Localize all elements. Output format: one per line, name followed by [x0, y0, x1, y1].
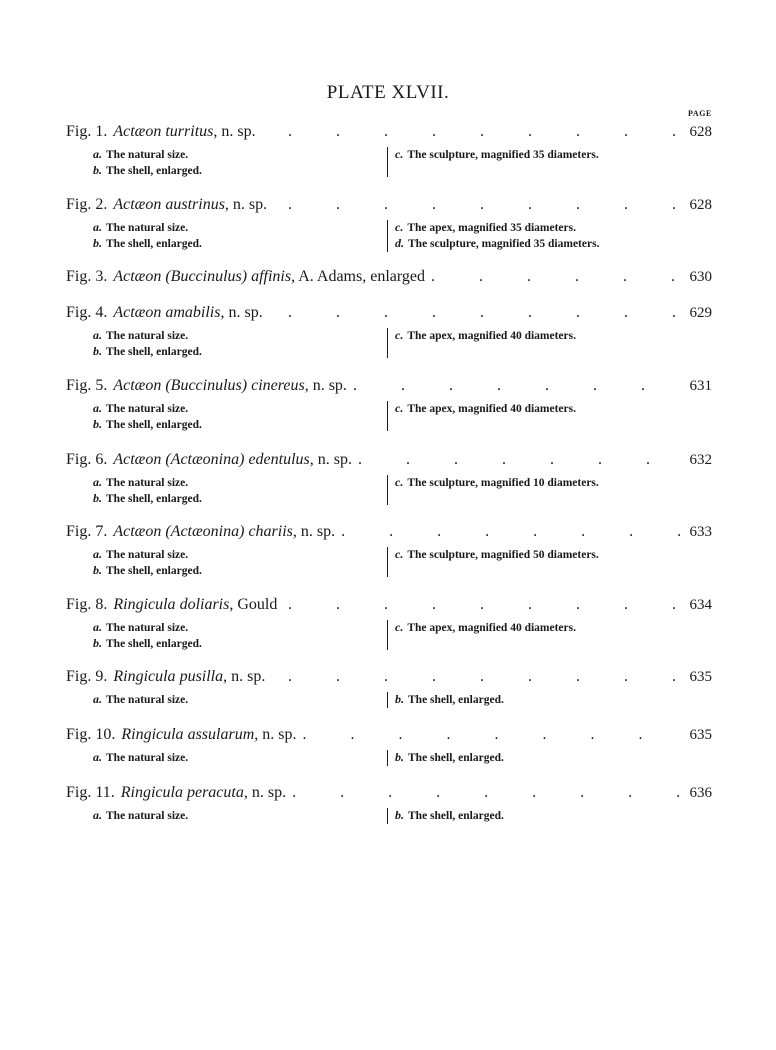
- figure-notes-left: [93, 750, 188, 766]
- note-text: The shell, enlarged.: [106, 346, 202, 358]
- figure-species-name: [113, 123, 255, 141]
- figure-label: Fig. 8.: [66, 596, 108, 613]
- figure-note: [93, 163, 202, 179]
- note-text: The sculpture, magnified 35 diameters.: [407, 149, 599, 161]
- page-number: 635: [689, 727, 712, 743]
- figure-note: [93, 220, 202, 236]
- figure-species-name: [113, 268, 425, 286]
- authority-note: , n. sp.: [224, 196, 268, 213]
- dot-leader: [265, 668, 682, 686]
- figure-entry: [0, 668, 776, 728]
- figure-note: [395, 236, 599, 252]
- figure-note: [395, 147, 599, 163]
- dot-leader: [352, 451, 682, 469]
- note-text: The shell, enlarged.: [106, 565, 202, 577]
- figure-notes-left: [93, 328, 202, 360]
- dot-leader: [277, 596, 682, 614]
- genus-name: Ringicula: [113, 668, 176, 685]
- figure-notes-right: [387, 692, 504, 708]
- figure-label: Fig. 1.: [66, 123, 108, 140]
- figure-note: [395, 328, 576, 344]
- genus-name: Ringicula: [120, 784, 183, 801]
- figure-heading: [66, 123, 712, 141]
- figure-note: [93, 401, 202, 417]
- note-letter: c.: [395, 220, 404, 234]
- figure-notes-right: [387, 220, 599, 252]
- figure-notes-right: [387, 147, 599, 177]
- figure-notes-left: [93, 147, 202, 179]
- note-text: The natural size.: [106, 694, 189, 706]
- dot-leader: [256, 123, 682, 141]
- note-letter: a.: [93, 620, 102, 634]
- note-letter: c.: [395, 475, 404, 489]
- figure-heading: [66, 523, 712, 541]
- figure-entry: [0, 451, 776, 511]
- note-letter: b.: [93, 417, 102, 431]
- figure-notes-right: [387, 750, 504, 766]
- figure-note: [93, 563, 202, 579]
- figure-label: Fig. 11.: [66, 784, 115, 801]
- dot-leader: [347, 377, 682, 395]
- authority-note: , n. sp.: [254, 726, 297, 743]
- figure-heading: [66, 268, 712, 286]
- authority-note: , n. sp.: [309, 451, 352, 468]
- figure-entry: [0, 377, 776, 437]
- note-letter: b.: [93, 163, 102, 177]
- dot-leader: [286, 784, 682, 802]
- authority-note: , n. sp.: [304, 377, 347, 394]
- page-number: 628: [689, 124, 712, 140]
- note-letter: b.: [395, 692, 404, 706]
- note-letter: d.: [395, 236, 404, 250]
- dot-leader: [267, 196, 682, 214]
- note-letter: a.: [93, 692, 102, 706]
- figure-notes-left: [93, 220, 202, 252]
- page-number: 633: [689, 524, 712, 540]
- figure-notes-left: [93, 808, 188, 824]
- authority-note: , A. Adams, enlarged: [291, 268, 426, 285]
- species-epithet: cinereus: [251, 377, 305, 394]
- figure-notes-left: [93, 692, 188, 708]
- figure-entry: [0, 596, 776, 656]
- note-letter: b.: [93, 563, 102, 577]
- figure-note: [93, 328, 202, 344]
- figure-heading: [66, 451, 712, 469]
- figure-species-name: [121, 784, 286, 802]
- figure-species-name: [113, 596, 277, 614]
- note-text: The sculpture, magnified 10 diameters.: [407, 477, 599, 489]
- note-text: The shell, enlarged.: [106, 493, 202, 505]
- note-letter: c.: [395, 620, 404, 634]
- note-letter: b.: [93, 491, 102, 505]
- note-letter: a.: [93, 328, 102, 342]
- note-text: The natural size.: [106, 477, 189, 489]
- figure-species-name: [113, 668, 265, 686]
- figure-notes-right: [387, 808, 504, 824]
- dot-leader: [263, 304, 682, 322]
- note-text: The natural size.: [106, 149, 189, 161]
- figure-species-name: [113, 523, 335, 541]
- page-number: 634: [689, 597, 712, 613]
- note-text: The apex, magnified 40 diameters.: [407, 403, 576, 415]
- page-number: 631: [689, 378, 712, 394]
- figure-note: [93, 750, 188, 766]
- figure-note: [395, 808, 504, 824]
- figure-notes-right: [387, 328, 576, 358]
- figure-species-name: [121, 726, 296, 744]
- note-text: The natural size.: [106, 330, 189, 342]
- subgenus-name: (Buccinulus): [165, 268, 248, 285]
- figure-note: [93, 147, 202, 163]
- dot-leader: [425, 268, 682, 286]
- genus-name: Actæon: [113, 123, 162, 140]
- figure-notes-left: [93, 475, 202, 507]
- note-text: The natural size.: [106, 549, 189, 561]
- figure-label: Fig. 6.: [66, 451, 108, 468]
- note-letter: c.: [395, 328, 404, 342]
- authority-note: , n. sp.: [243, 784, 287, 801]
- figure-entry: [0, 196, 776, 256]
- note-text: The natural size.: [106, 810, 189, 822]
- figure-entry: [0, 123, 776, 183]
- figure-note: [395, 220, 599, 236]
- figure-species-name: [113, 196, 267, 214]
- figure-note: [93, 692, 188, 708]
- note-letter: a.: [93, 547, 102, 561]
- species-epithet: turritus: [165, 123, 214, 140]
- plate-title: PLATE XLVII.: [326, 82, 450, 103]
- figure-note: [93, 236, 202, 252]
- figure-label: Fig. 2.: [66, 196, 108, 213]
- subgenus-name: (Actæonina): [165, 523, 245, 540]
- figure-species-name: [113, 377, 347, 395]
- figure-note: [93, 475, 202, 491]
- figure-heading: [66, 726, 712, 744]
- note-letter: a.: [93, 401, 102, 415]
- figure-heading: [66, 784, 712, 802]
- note-text: The apex, magnified 40 diameters.: [407, 330, 576, 342]
- genus-name: Ringicula: [121, 726, 184, 743]
- species-epithet: pusilla: [179, 668, 224, 685]
- figure-heading: [66, 304, 712, 322]
- figure-heading: [66, 596, 712, 614]
- figure-note: [93, 636, 202, 652]
- figure-species-name: [113, 304, 262, 322]
- genus-name: Actæon: [113, 304, 162, 321]
- page-number: 628: [689, 197, 712, 213]
- note-text: The apex, magnified 35 diameters.: [407, 222, 576, 234]
- authority-note: , n. sp.: [220, 304, 263, 321]
- figure-note: [395, 750, 504, 766]
- genus-name: Actæon: [113, 196, 162, 213]
- note-text: The natural size.: [106, 622, 189, 634]
- page-number: 630: [689, 269, 712, 285]
- figure-note: [395, 692, 504, 708]
- note-letter: c.: [395, 147, 404, 161]
- authority-note: , n. sp.: [292, 523, 336, 540]
- note-letter: a.: [93, 475, 102, 489]
- figure-notes-left: [93, 547, 202, 579]
- figure-label: Fig. 5.: [66, 377, 108, 394]
- species-epithet: peracuta: [186, 784, 244, 801]
- note-letter: b.: [395, 808, 404, 822]
- figure-notes-right: [387, 620, 576, 650]
- figure-label: Fig. 9.: [66, 668, 108, 685]
- figure-note: [395, 547, 599, 563]
- figure-notes-right: [387, 475, 599, 505]
- genus-name: Actæon: [113, 451, 162, 468]
- figure-note: [93, 417, 202, 433]
- note-letter: b.: [93, 636, 102, 650]
- dot-leader: [296, 726, 682, 744]
- figure-heading: [66, 377, 712, 395]
- page-number: 636: [689, 785, 712, 801]
- figure-note: [395, 475, 599, 491]
- figure-label: Fig. 7.: [66, 523, 108, 540]
- figure-note: [395, 401, 576, 417]
- figure-note: [93, 344, 202, 360]
- figure-note: [93, 808, 188, 824]
- note-letter: a.: [93, 147, 102, 161]
- page-number: 629: [689, 305, 712, 321]
- figure-label: Fig. 10.: [66, 726, 116, 743]
- subgenus-name: (Actæonina): [165, 451, 245, 468]
- figure-notes-left: [93, 401, 202, 433]
- note-letter: c.: [395, 547, 404, 561]
- note-text: The shell, enlarged.: [106, 238, 202, 250]
- figure-note: [93, 491, 202, 507]
- note-letter: b.: [93, 236, 102, 250]
- note-text: The natural size.: [106, 222, 189, 234]
- genus-name: Actæon: [113, 268, 162, 285]
- figure-note: [395, 620, 576, 636]
- species-epithet: assularum: [187, 726, 255, 743]
- figure-heading: [66, 668, 712, 686]
- note-letter: a.: [93, 808, 102, 822]
- note-text: The shell, enlarged.: [408, 752, 504, 764]
- note-text: The shell, enlarged.: [408, 694, 504, 706]
- figure-notes-right: [387, 401, 576, 431]
- authority-note: , Gould: [229, 596, 278, 613]
- authority-note: , n. sp.: [223, 668, 266, 685]
- figure-label: Fig. 3.: [66, 268, 108, 285]
- note-text: The natural size.: [106, 752, 189, 764]
- figure-label: Fig. 4.: [66, 304, 108, 321]
- figure-note: [93, 547, 202, 563]
- figure-entry: [0, 784, 776, 844]
- note-text: The natural size.: [106, 403, 189, 415]
- note-letter: b.: [395, 750, 404, 764]
- note-text: The apex, magnified 40 diameters.: [407, 622, 576, 634]
- note-letter: c.: [395, 401, 404, 415]
- authority-note: , n. sp.: [213, 123, 256, 140]
- figure-notes-left: [93, 620, 202, 652]
- note-text: The sculpture, magnified 35 diameters.: [408, 238, 600, 250]
- note-text: The shell, enlarged.: [106, 419, 202, 431]
- species-epithet: doliaris: [179, 596, 230, 613]
- subgenus-name: (Buccinulus): [165, 377, 248, 394]
- species-epithet: edentulus: [248, 451, 310, 468]
- genus-name: Actæon: [113, 523, 162, 540]
- note-text: The shell, enlarged.: [106, 165, 202, 177]
- note-letter: a.: [93, 750, 102, 764]
- page-column-header: PAGE: [687, 109, 712, 118]
- note-text: The sculpture, magnified 50 diameters.: [407, 549, 599, 561]
- figure-notes-right: [387, 547, 599, 577]
- note-text: The shell, enlarged.: [106, 638, 202, 650]
- note-letter: a.: [93, 220, 102, 234]
- dot-leader: [335, 523, 682, 541]
- figure-entry: [0, 726, 776, 786]
- figure-entry: [0, 523, 776, 583]
- species-epithet: affinis: [251, 268, 292, 285]
- note-text: The shell, enlarged.: [408, 810, 504, 822]
- figure-species-name: [113, 451, 352, 469]
- species-epithet: chariis: [248, 523, 293, 540]
- genus-name: Ringicula: [113, 596, 176, 613]
- species-epithet: amabilis: [165, 304, 221, 321]
- figure-note: [93, 620, 202, 636]
- species-epithet: austrinus: [165, 196, 225, 213]
- note-letter: b.: [93, 344, 102, 358]
- figure-heading: [66, 196, 712, 214]
- page-number: 632: [689, 452, 712, 468]
- figure-entry: [0, 304, 776, 364]
- page-number: 635: [689, 669, 712, 685]
- genus-name: Actæon: [113, 377, 162, 394]
